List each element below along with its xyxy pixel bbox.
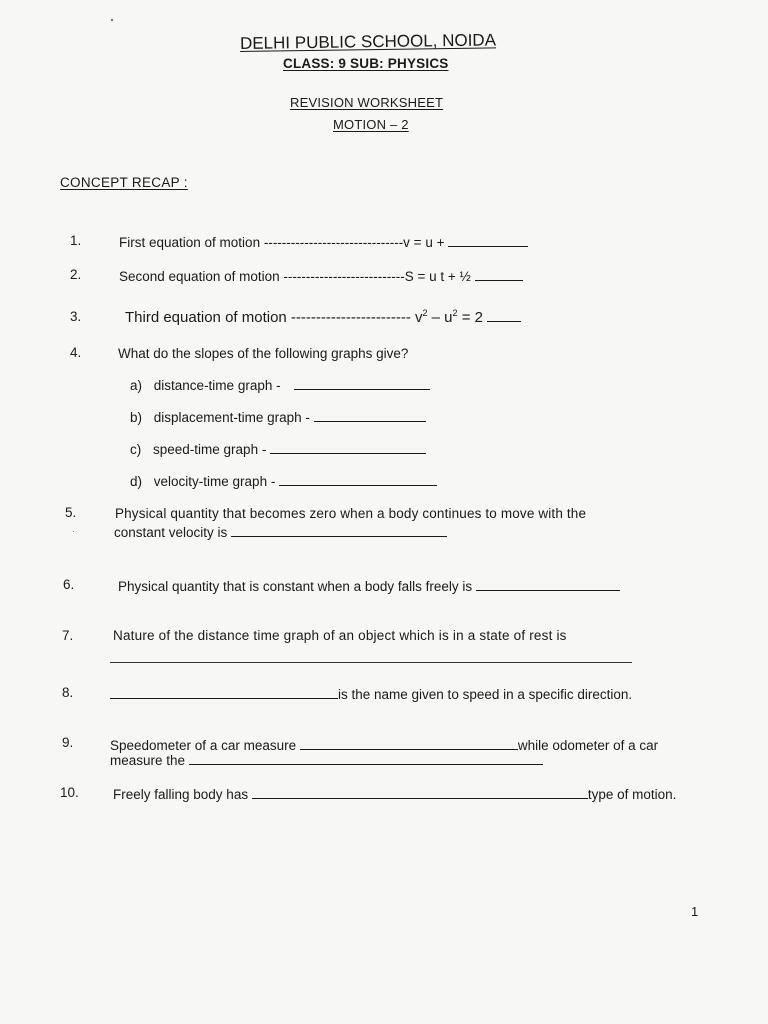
sub-item-d: [130, 473, 437, 489]
page-number: 1: [691, 904, 699, 919]
answer-blank[interactable]: [487, 309, 521, 322]
question-number: 10.: [60, 785, 79, 800]
answer-blank[interactable]: [189, 752, 543, 765]
question-number: 5.: [65, 505, 77, 520]
school-name: DELHI PUBLIC SCHOOL, NOIDA: [239, 30, 497, 53]
question-text: Physical quantity that becomes zero when a body continues to move with the: [115, 506, 587, 521]
question-3: [125, 308, 521, 326]
class-subject: CLASS: 9 SUB: PHYSICS: [283, 56, 449, 71]
question-number: 1.: [70, 233, 82, 248]
question-number: 8.: [62, 685, 74, 700]
answer-blank[interactable]: [252, 786, 588, 799]
answer-blank[interactable]: [475, 268, 523, 281]
answer-blank[interactable]: [314, 409, 426, 422]
answer-line[interactable]: [110, 662, 632, 663]
answer-blank[interactable]: [110, 686, 338, 699]
question-number: 4.: [70, 345, 82, 360]
question-number: 2.: [70, 267, 82, 282]
sub-item-b: [130, 409, 426, 425]
sub-label: d): [130, 474, 143, 489]
answer-blank[interactable]: [231, 524, 447, 537]
answer-blank[interactable]: [270, 441, 426, 454]
question-text: Nature of the distance time graph of an object which is in a state of rest is: [113, 628, 567, 643]
question-number: 9.: [62, 735, 74, 750]
sub-text: velocity-time graph -: [153, 474, 280, 489]
sub-item-a: [130, 377, 430, 393]
question-text: First equation of motion -------------------------------v = u +: [119, 235, 449, 250]
question-text: What do the slopes of the following graphs give?: [118, 346, 409, 361]
question-text: type of motion.: [587, 787, 677, 802]
question-2: [119, 268, 523, 284]
scan-speck: [111, 19, 113, 21]
superscript: 2: [452, 308, 458, 318]
question-9-line2: [110, 752, 543, 768]
answer-blank[interactable]: [476, 578, 620, 591]
question-text: Freely falling body has: [113, 787, 252, 802]
question-6: [118, 578, 620, 594]
question-number: 7.: [62, 628, 74, 643]
question-text: = 2: [457, 309, 488, 326]
answer-blank[interactable]: [279, 473, 437, 486]
question-text: – u: [427, 309, 453, 326]
answer-blank[interactable]: [294, 377, 430, 390]
question-1: [119, 234, 528, 250]
question-text: constant velocity is: [114, 525, 232, 540]
question-number: 3.: [70, 309, 82, 324]
answer-blank[interactable]: [300, 737, 518, 750]
sub-label: c): [130, 442, 142, 457]
question-10: [113, 786, 676, 802]
sub-text: displacement-time graph -: [153, 410, 314, 425]
scan-speck: [73, 531, 74, 532]
question-9-line1: [110, 737, 658, 753]
question-text: Second equation of motion ---------------------------S = u t + ½: [119, 269, 475, 284]
worksheet-title: REVISION WORKSHEET: [290, 95, 444, 110]
question-text: while odometer of a car: [517, 738, 659, 753]
chapter-title: MOTION – 2: [333, 117, 409, 132]
question-5-line2: [114, 524, 447, 540]
sub-text: distance-time graph -: [153, 378, 285, 393]
sub-label: b): [130, 410, 143, 425]
sub-label: a): [130, 378, 143, 393]
question-text: is the name given to speed in a specific direction.: [338, 687, 633, 702]
question-text: Physical quantity that is constant when a body falls freely is: [118, 579, 476, 594]
question-8: [110, 686, 632, 702]
question-text: Speedometer of a car measure: [110, 738, 300, 753]
sub-text: speed-time graph -: [153, 442, 271, 457]
section-title: CONCEPT RECAP :: [60, 175, 188, 190]
superscript: 2: [422, 308, 428, 318]
question-text: Third equation of motion ------------------------ v: [125, 309, 423, 326]
answer-blank[interactable]: [448, 234, 528, 247]
sub-item-c: [130, 441, 426, 457]
question-number: 6.: [63, 577, 75, 592]
question-text: measure the: [110, 753, 189, 768]
